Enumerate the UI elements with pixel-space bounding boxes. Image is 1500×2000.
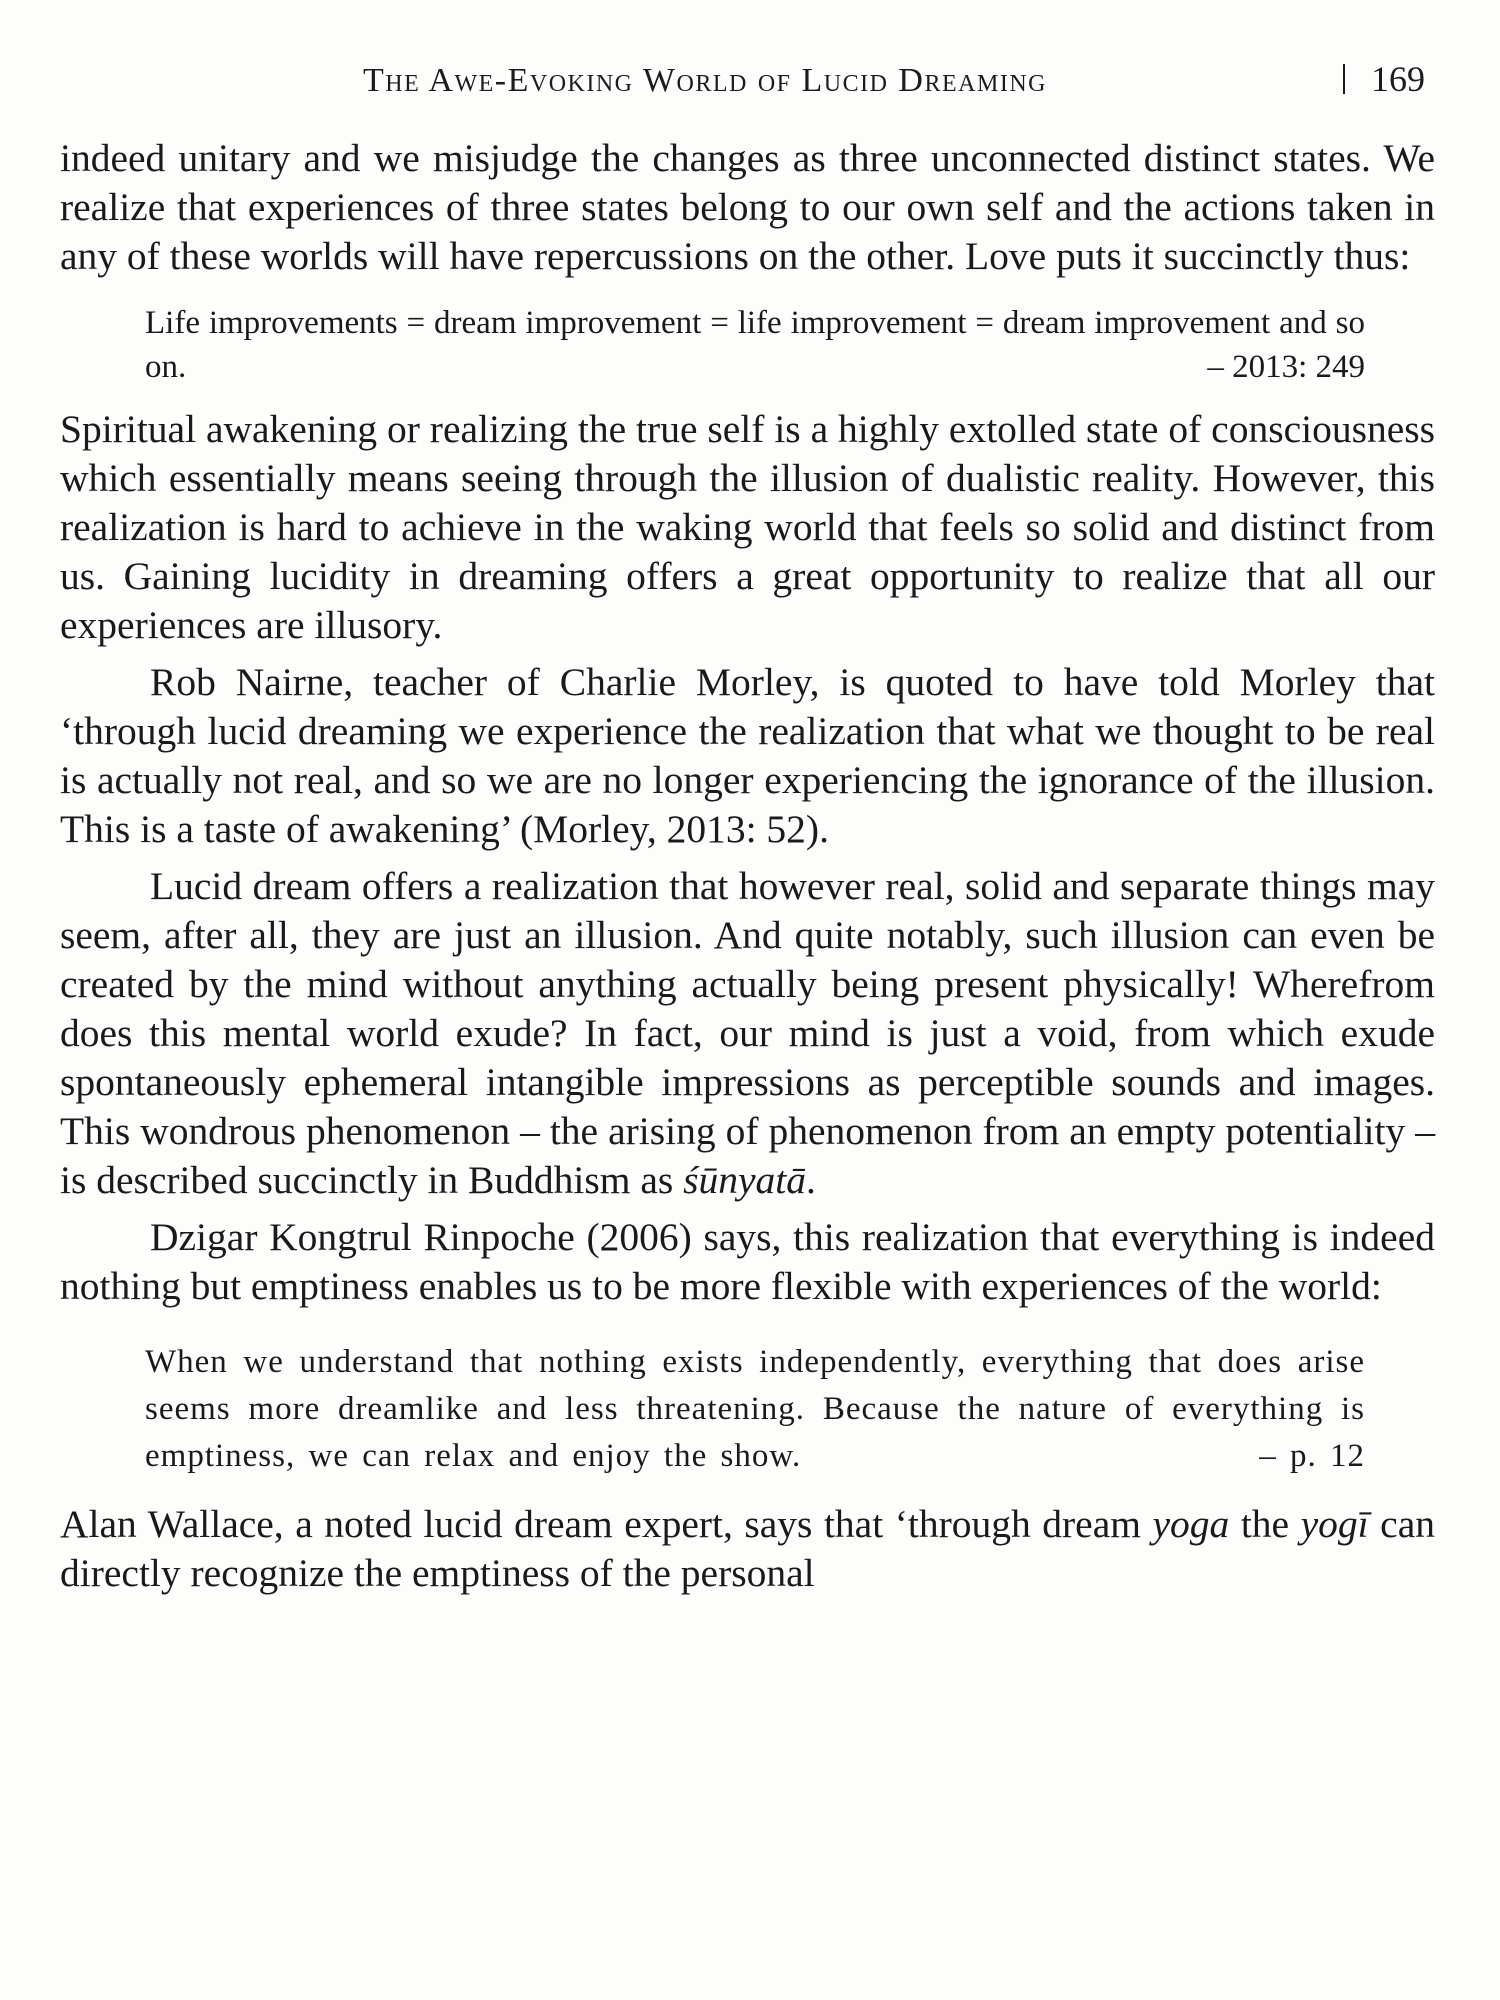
paragraph-3: Rob Nairne, teacher of Charlie Morley, is quoted to have told Morley that ‘through lucid dreaming we experience the realization that what we thought to be real is actually not real, and so we are no longer experiencing the ignorance of the illusion. This is a taste of awakening’ (Morley, 2013: 52).	[60, 660, 1435, 851]
term-yoga: yoga	[1152, 1502, 1230, 1546]
paragraph-6-part3: can directly recognize the emptiness of the personal	[60, 1502, 1435, 1595]
body-text	[60, 134, 1435, 1598]
paragraph-4	[60, 862, 1435, 1205]
block-quote-1	[145, 301, 1365, 389]
paragraph-6	[60, 1500, 1435, 1598]
block-quote-2-citation: – p. 12	[1259, 1438, 1365, 1474]
paragraph-5: Dzigar Kongtrul Rinpoche (2006) says, this realization that everything is indeed nothing but emptiness enables us to be more flexible with experiences of the world:	[60, 1215, 1435, 1308]
paragraph-6-part2: the	[1240, 1502, 1290, 1546]
block-quote-1-text: Life improvements = dream improvement = life improvement = dream improvement and so on.	[145, 305, 1365, 385]
paragraph-4-text: Lucid dream offers a realization that however real, solid and separate things may seem, after all, they are just an illusion. And quite notably, such illusion can even be created by the mind without anything actually being present physically! Wherefrom does this mental world exude? In fact, our mind is just a void, from which exude spontaneously ephemeral intangible impressions as perceptible sounds and images. This wondrous phenomenon – the arising of phenomenon from an empty potentiality – is described succinctly in Buddhism as	[60, 864, 1435, 1202]
running-head-title: The Awe-Evoking World of Lucid Dreaming	[363, 62, 1047, 99]
page-number	[1343, 58, 1425, 100]
block-quote-2	[145, 1339, 1365, 1480]
paragraph-6-part1: Alan Wallace, a noted lucid dream expert, says that ‘through dream	[60, 1502, 1141, 1546]
page-number-value: 169	[1371, 59, 1425, 99]
paragraph-2: Spiritual awakening or realizing the true self is a highly extolled state of consciousness which essentially means seeing through the illusion of dualistic reality. However, this realization is hard to achieve in the waking world that feels so solid and distinct from us. Gaining lucidity in dreaming offers a great opportunity to realize that all our experiences are illusory.	[60, 407, 1435, 647]
term-yogi: yogī	[1300, 1502, 1369, 1546]
paragraph-4-end: .	[806, 1158, 816, 1202]
term-sunyata: śūnyatā	[683, 1158, 807, 1202]
paragraph-1: indeed unitary and we misjudge the changes as three unconnected distinct states. We realize that experiences of three states belong to our own self and the actions taken in any of these worlds will have repercussions on the other. Love puts it succinctly thus:	[60, 136, 1435, 278]
block-quote-1-citation: – 2013: 249	[1207, 349, 1365, 385]
header-separator	[1343, 64, 1345, 94]
block-quote-2-text: When we understand that nothing exists independently, everything that does arise seems more dreamlike and less threatening. Because the nature of everything is emptiness, we can relax and enjoy the show.	[145, 1344, 1365, 1474]
